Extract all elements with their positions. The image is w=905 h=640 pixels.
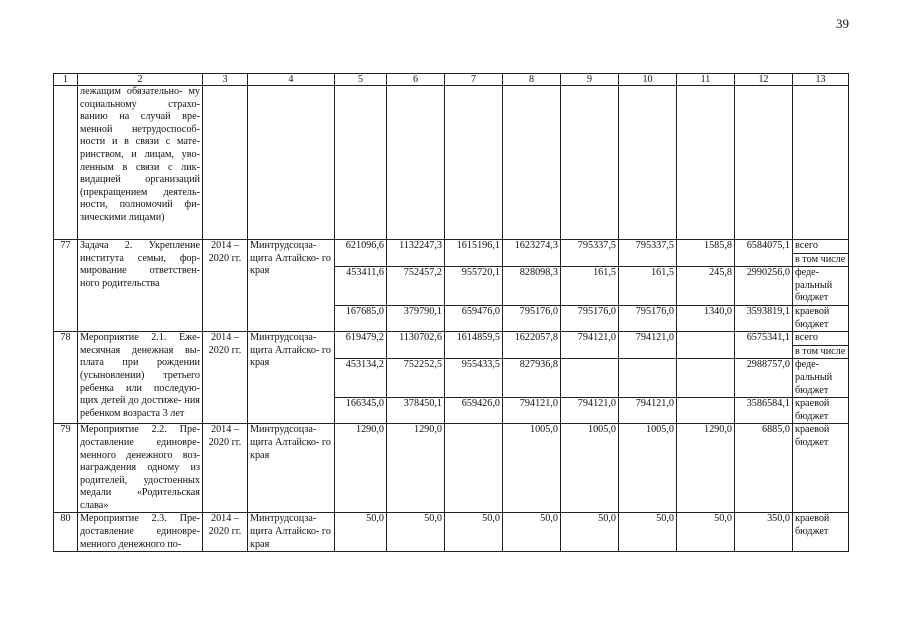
value-cell: 1290,0: [335, 424, 387, 513]
value-cell: 828098,3: [503, 267, 561, 306]
value-cell: 795176,0: [503, 305, 561, 331]
value-cell: 1005,0: [503, 424, 561, 513]
value-cell: 1005,0: [561, 424, 619, 513]
column-header: 8: [503, 74, 561, 86]
row-number: 80: [54, 513, 78, 552]
column-header: 10: [619, 74, 677, 86]
value-cell: 794121,0: [561, 398, 619, 424]
column-header: 7: [445, 74, 503, 86]
source-cell: всего: [793, 240, 849, 254]
source-cell: краевой бюджет: [793, 305, 849, 331]
value-cell: 453134,2: [335, 359, 387, 398]
total-cell: 2988757,0: [735, 359, 793, 398]
source-cell: феде- ральный бюджет: [793, 267, 849, 306]
period: 2014 – 2020 гг.: [203, 513, 248, 552]
measure-name: Мероприятие 2.3. Пре- доставление единовре- менного денежного по-: [78, 513, 203, 552]
row-number: 79: [54, 424, 78, 513]
measure-name: лежащим обязательно- му социальному страхо- ванию на случай вре- менной нетрудоспособ- ности и в связи с мате- ринством, и лицам, уво- ленным в связи с лик- видацией организаций (прекращением деятель- ности, полномочий фи- зическими лицами): [78, 86, 203, 240]
value-cell: 50,0: [445, 513, 503, 552]
column-header: 12: [735, 74, 793, 86]
row-number: 77: [54, 240, 78, 332]
value-cell: 619479,2: [335, 332, 387, 359]
value-cell: 955720,1: [445, 267, 503, 306]
period: 2014 – 2020 гг.: [203, 424, 248, 513]
column-header: 5: [335, 74, 387, 86]
source-cell: краевой бюджет: [793, 513, 849, 552]
value-cell: 1585,8: [677, 240, 735, 267]
value-cell: [677, 359, 735, 398]
column-header: 6: [387, 74, 445, 86]
table-row: [54, 424, 849, 513]
value-cell: 166345,0: [335, 398, 387, 424]
value-cell: 794121,0: [503, 398, 561, 424]
table-row: [54, 86, 849, 240]
total-cell: 6575341,1: [735, 332, 793, 359]
total-cell: 350,0: [735, 513, 793, 552]
total-cell: 3593819,1: [735, 305, 793, 331]
column-header: 11: [677, 74, 735, 86]
column-header: 9: [561, 74, 619, 86]
value-cell: 50,0: [335, 513, 387, 552]
source-cell: в том числе: [793, 345, 849, 359]
period: 2014 – 2020 гг.: [203, 240, 248, 332]
value-cell: 161,5: [561, 267, 619, 306]
value-cell: 50,0: [561, 513, 619, 552]
value-cell: 621096,6: [335, 240, 387, 267]
value-cell: 378450,1: [387, 398, 445, 424]
total-cell: 6584075,1: [735, 240, 793, 267]
value-cell: 245,8: [677, 267, 735, 306]
value-cell: 1290,0: [677, 424, 735, 513]
measure-name: Мероприятие 2.1. Еже- месячная денежная вы- плата при рождении (усыновлении) третьего ребенка или последую- щих детей до достиже- ния ребенком возраста 3 лет: [78, 332, 203, 424]
value-cell: 379790,1: [387, 305, 445, 331]
value-cell: 659476,0: [445, 305, 503, 331]
value-cell: 795337,5: [561, 240, 619, 267]
total-cell: 6885,0: [735, 424, 793, 513]
value-cell: 1615196,1: [445, 240, 503, 267]
measure-name: Мероприятие 2.2. Пре- доставление единовре- менного денежного воз- награждения одному из родителей, удостоенных медали «Родительская слава»: [78, 424, 203, 513]
value-cell: 161,5: [619, 267, 677, 306]
value-cell: 1623274,3: [503, 240, 561, 267]
executor: Минтрудсоцза- щита Алтайско- го края: [248, 332, 335, 424]
executor: Минтрудсоцза- щита Алтайско- го края: [248, 240, 335, 332]
budget-table: [53, 73, 849, 552]
column-header: 3: [203, 74, 248, 86]
value-cell: 659426,0: [445, 398, 503, 424]
value-cell: 827936,8: [503, 359, 561, 398]
row-number: 78: [54, 332, 78, 424]
value-cell: [445, 424, 503, 513]
value-cell: [677, 332, 735, 359]
value-cell: [561, 359, 619, 398]
value-cell: 1614859,5: [445, 332, 503, 359]
value-cell: 752252,5: [387, 359, 445, 398]
value-cell: 1340,0: [677, 305, 735, 331]
column-header: 13: [793, 74, 849, 86]
source-cell: краевой бюджет: [793, 424, 849, 513]
value-cell: 794121,0: [561, 332, 619, 359]
value-cell: 50,0: [619, 513, 677, 552]
column-header: 4: [248, 74, 335, 86]
value-cell: 795176,0: [561, 305, 619, 331]
total-cell: 2990256,0: [735, 267, 793, 306]
table-row: [54, 240, 849, 254]
value-cell: 1622057,8: [503, 332, 561, 359]
executor: Минтрудсоцза- щита Алтайско- го края: [248, 513, 335, 552]
value-cell: 795337,5: [619, 240, 677, 267]
value-cell: 1132247,3: [387, 240, 445, 267]
value-cell: 167685,0: [335, 305, 387, 331]
value-cell: [619, 359, 677, 398]
value-cell: 50,0: [503, 513, 561, 552]
page-number: 39: [836, 16, 849, 31]
value-cell: 50,0: [387, 513, 445, 552]
table-row: [54, 513, 849, 552]
value-cell: 1005,0: [619, 424, 677, 513]
value-cell: 795176,0: [619, 305, 677, 331]
value-cell: 794121,0: [619, 332, 677, 359]
value-cell: 1130702,6: [387, 332, 445, 359]
value-cell: 794121,0: [619, 398, 677, 424]
source-cell: феде- ральный бюджет: [793, 359, 849, 398]
column-header: 1: [54, 74, 78, 86]
source-cell: в том числе: [793, 253, 849, 267]
column-header: 2: [78, 74, 203, 86]
value-cell: [677, 398, 735, 424]
value-cell: 752457,2: [387, 267, 445, 306]
source-cell: всего: [793, 332, 849, 346]
table-row: [54, 332, 849, 346]
value-cell: 453411,6: [335, 267, 387, 306]
total-cell: 3586584,1: [735, 398, 793, 424]
value-cell: 1290,0: [387, 424, 445, 513]
executor: Минтрудсоцза- щита Алтайско- го края: [248, 424, 335, 513]
value-cell: 955433,5: [445, 359, 503, 398]
value-cell: 50,0: [677, 513, 735, 552]
period: 2014 – 2020 гг.: [203, 332, 248, 424]
source-cell: краевой бюджет: [793, 398, 849, 424]
measure-name: Задача 2. Укрепление института семьи, фор- мирование ответствен- ного родительства: [78, 240, 203, 332]
column-number-row: [54, 74, 849, 86]
